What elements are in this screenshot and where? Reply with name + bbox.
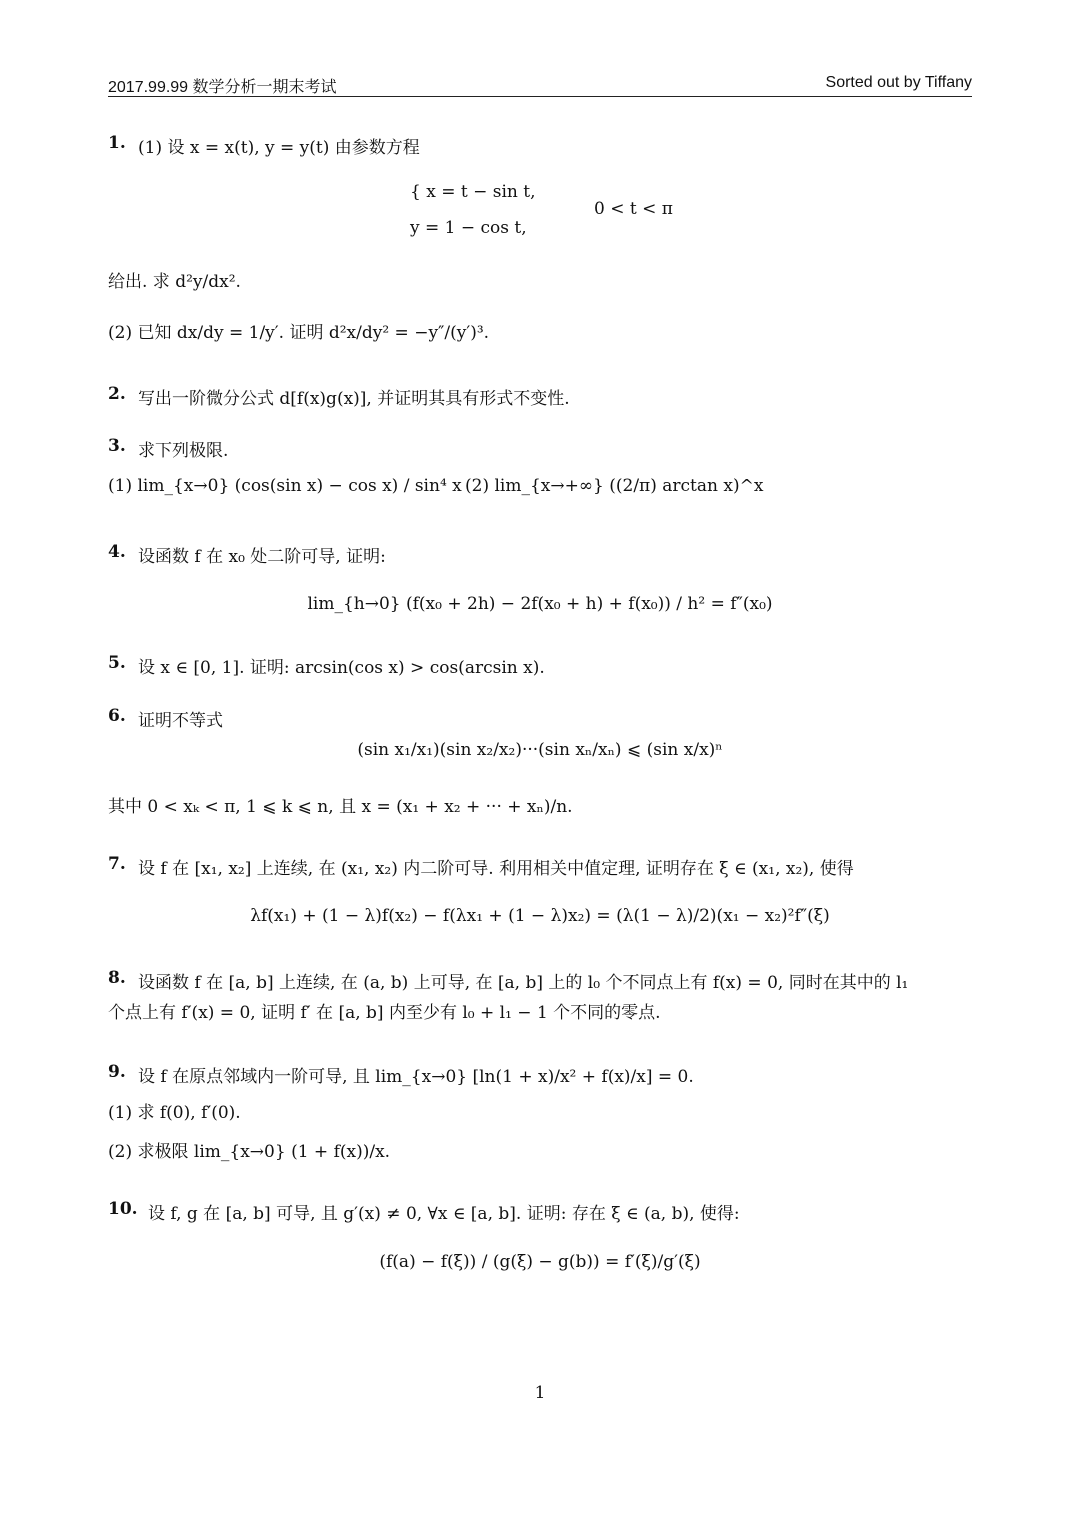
problem-text: (2) 求极限 lim_{x→0} (1 + f(x))/x. (108, 1142, 391, 1162)
problem-number: 6. (108, 706, 126, 726)
header-title: 2017.99.99 数学分析一期末考试 (108, 79, 337, 96)
problem-number: 7. (108, 854, 126, 874)
page-number: 1 (534, 1383, 546, 1403)
problem-text: 证明不等式 (138, 711, 223, 731)
problem-number: 3. (108, 436, 126, 456)
problem-number: 1. (108, 133, 126, 153)
problem-number: 4. (108, 542, 126, 562)
equation-condition: 0 < t < π (594, 199, 673, 219)
equation-line: (2) lim_{x→+∞} ((2/π) arctan x)^x (465, 476, 764, 496)
equation-line: λf(x₁) + (1 − λ)f(x₂) − f(λx₁ + (1 − λ)x₂) = (λ(1 − λ)/2)(x₁ − x₂)²f″(ξ) (250, 906, 830, 926)
header-rule (108, 96, 972, 97)
problem-text: 个点上有 f′(x) = 0, 证明 f′ 在 [a, b] 内至少有 l₀ + l₁ − 1 个不同的零点. (108, 1003, 661, 1023)
problem-text: (1) 求 f(0), f′(0). (108, 1103, 241, 1123)
problem-number: 2. (108, 384, 126, 404)
problem-text: 设 f 在原点邻域内一阶可导, 且 lim_{x→0} [ln(1 + x)/x² + f(x)/x] = 0. (138, 1067, 694, 1087)
problem-text: 设 x ∈ [0, 1]. 证明: arcsin(cos x) > cos(arcsin x). (138, 658, 545, 678)
equation-line: lim_{h→0} (f(x₀ + 2h) − 2f(x₀ + h) + f(x₀)) / h² = f″(x₀) (307, 594, 773, 614)
equation-line: (1) lim_{x→0} (cos(sin x) − cos x) / sin⁴ x (108, 476, 462, 496)
equation-line: y = 1 − cos t, (410, 218, 527, 238)
problem-text: 设 f 在 [x₁, x₂] 上连续, 在 (x₁, x₂) 内二阶可导. 利用相关中值定理, 证明存在 ξ ∈ (x₁, x₂), 使得 (138, 859, 854, 879)
header-author: Sorted out by Tiffany (825, 74, 972, 91)
equation-line: { x = t − sin t, (410, 182, 536, 202)
equation-line: (sin x₁/x₁)(sin x₂/x₂)···(sin xₙ/xₙ) ⩽ (sin x/x)ⁿ (357, 740, 723, 760)
problem-text: 给出. 求 d²y/dx². (108, 272, 241, 292)
equation-line: (f(a) − f(ξ)) / (g(ξ) − g(b)) = f′(ξ)/g′(ξ) (379, 1252, 701, 1272)
problem-text: (1) 设 x = x(t), y = y(t) 由参数方程 (138, 138, 420, 158)
problem-text: 设 f, g 在 [a, b] 可导, 且 g′(x) ≠ 0, ∀x ∈ [a, b]. 证明: 存在 ξ ∈ (a, b), 使得: (148, 1204, 740, 1224)
problem-text: 其中 0 < xₖ < π, 1 ⩽ k ⩽ n, 且 x = (x₁ + x₂ + ··· + xₙ)/n. (108, 797, 573, 817)
problem-text: 设函数 f 在 x₀ 处二阶可导, 证明: (138, 547, 386, 567)
problem-text: 设函数 f 在 [a, b] 上连续, 在 (a, b) 上可导, 在 [a, b] 上的 l₀ 个不同点上有 f(x) = 0, 同时在其中的 l₁ (138, 973, 909, 993)
problem-number: 10. (108, 1199, 138, 1219)
problem-text: (2) 已知 dx/dy = 1/y′. 证明 d²x/dy² = −y″/(y′)³. (108, 323, 490, 343)
problem-text: 求下列极限. (138, 441, 229, 461)
problem-number: 8. (108, 968, 126, 988)
problem-number: 9. (108, 1062, 126, 1082)
problem-text: 写出一阶微分公式 d[f(x)g(x)], 并证明其具有形式不变性. (138, 389, 570, 409)
problem-number: 5. (108, 653, 126, 673)
